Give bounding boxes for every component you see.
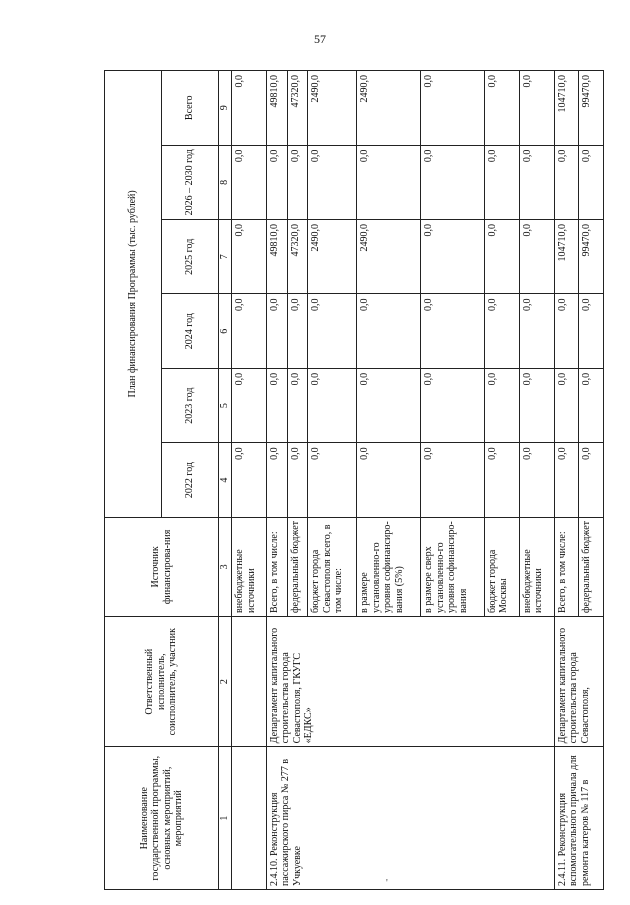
cell-source: Всего, в том числе: [554, 517, 579, 616]
cell-value: 0,0 [519, 294, 554, 368]
cell-value: 0,0 [357, 368, 421, 442]
cell-value: 0,0 [266, 145, 287, 219]
cell-source: Всего, в том числе: [266, 517, 287, 616]
index-cell: 5 [219, 368, 232, 442]
cell-value: 0,0 [554, 443, 579, 517]
cell-value: 0,0 [232, 443, 267, 517]
cell-name: 2.4.11. Реконструкция вспомогательного причала для ремонта катеров № 117 в [554, 747, 603, 890]
cell-value: 104710,0 [554, 71, 579, 146]
cell-value: 0,0 [308, 443, 357, 517]
cell-source: бюджет города Севастополя всего, в том числе: [308, 517, 357, 616]
index-cell: 4 [219, 443, 232, 517]
cell-value: 0,0 [519, 145, 554, 219]
index-cell: 9 [219, 71, 232, 146]
cell-source: внебюджетные источники [232, 517, 267, 616]
col-header-year: 2026 – 2030 год [162, 145, 219, 219]
cell-value: 0,0 [266, 294, 287, 368]
index-cell: 6 [219, 294, 232, 368]
cell-value: 0,0 [579, 443, 604, 517]
table-row [232, 71, 267, 890]
index-cell: 8 [219, 145, 232, 219]
cell-value: 0,0 [232, 145, 267, 219]
cell-value: 0,0 [484, 220, 519, 294]
cell-value: 0,0 [308, 368, 357, 442]
cell-source: в размере сверх установленно-го уровня софинансиро-вания [421, 517, 485, 616]
col-header-total: Всего [162, 71, 219, 146]
cell-value: 0,0 [519, 220, 554, 294]
cell-value: 49810,0 [266, 220, 287, 294]
table-row [266, 71, 287, 890]
footer-mark: ' [386, 878, 388, 889]
cell-source: бюджет города Москвы [484, 517, 519, 616]
col-header-year: 2024 год [162, 294, 219, 368]
cell-value: 0,0 [357, 145, 421, 219]
cell-value: 0,0 [579, 145, 604, 219]
cell-value: 0,0 [579, 368, 604, 442]
col-header-year: 2025 год [162, 220, 219, 294]
cell-value: 0,0 [519, 443, 554, 517]
cell-responsible [232, 617, 267, 747]
cell-value: 0,0 [266, 368, 287, 442]
cell-value: 0,0 [232, 71, 267, 146]
cell-value: 0,0 [308, 145, 357, 219]
index-cell: 7 [219, 220, 232, 294]
cell-value: 0,0 [554, 294, 579, 368]
cell-value: 2490,0 [357, 71, 421, 146]
cell-responsible: Департамент капитального строительства города Севастополя, ГКУГС «ЕДКС» [266, 617, 554, 747]
header-row-1 [105, 71, 162, 890]
cell-value: 47320,0 [287, 71, 308, 146]
cell-value: 0,0 [554, 145, 579, 219]
col-header-year: 2023 год [162, 368, 219, 442]
cell-value: 0,0 [232, 294, 267, 368]
cell-value: 0,0 [519, 368, 554, 442]
cell-value: 0,0 [287, 145, 308, 219]
cell-source: федеральный бюджет [287, 517, 308, 616]
cell-value: 0,0 [421, 71, 485, 146]
cell-value: 49810,0 [266, 71, 287, 146]
col-header-name: Наименование государственной программы, основных мероприятий, мероприятий [105, 747, 219, 890]
cell-name: 2.4.10. Реконструкция пассажирского пирса № 277 в Учкуевке [266, 747, 554, 890]
index-cell: 2 [219, 617, 232, 747]
cell-value: 0,0 [421, 145, 485, 219]
col-header-responsible: Ответственный исполнитель, соисполнитель, участник [105, 617, 219, 747]
cell-value: 0,0 [484, 145, 519, 219]
cell-value: 0,0 [519, 71, 554, 146]
col-header-year: 2022 год [162, 443, 219, 517]
cell-responsible: Департамент капитального строительства города Севастополя, [554, 617, 603, 747]
cell-source: в размере установленно-го уровня софинансиро-вания (5%) [357, 517, 421, 616]
cell-value: 104710,0 [554, 220, 579, 294]
index-cell: 1 [219, 747, 232, 890]
cell-value: 2490,0 [308, 220, 357, 294]
table-row [554, 71, 579, 890]
cell-source: внебюджетные источники [519, 517, 554, 616]
financing-table [104, 70, 604, 890]
cell-value: 0,0 [484, 368, 519, 442]
cell-value: 0,0 [579, 294, 604, 368]
cell-value: 0,0 [421, 443, 485, 517]
cell-value: 0,0 [308, 294, 357, 368]
cell-value: 0,0 [232, 220, 267, 294]
index-row [219, 71, 232, 890]
cell-value: 2490,0 [357, 220, 421, 294]
cell-value: 99470,0 [579, 71, 604, 146]
cell-value: 0,0 [484, 294, 519, 368]
cell-value: 0,0 [232, 368, 267, 442]
rotated-table-container [104, 70, 604, 890]
cell-value: 0,0 [421, 368, 485, 442]
cell-value: 0,0 [287, 443, 308, 517]
cell-value: 99470,0 [579, 220, 604, 294]
cell-value: 0,0 [484, 71, 519, 146]
cell-name [232, 747, 267, 890]
index-cell: 3 [219, 517, 232, 616]
cell-value: 0,0 [287, 294, 308, 368]
cell-value: 0,0 [484, 443, 519, 517]
cell-source: федеральный бюджет [579, 517, 604, 616]
cell-value: 47320,0 [287, 220, 308, 294]
col-header-plan: План финансирования Программы (тыс. рублей) [105, 71, 162, 518]
cell-value: 0,0 [287, 368, 308, 442]
cell-value: 0,0 [357, 443, 421, 517]
cell-value: 0,0 [266, 443, 287, 517]
cell-value: 0,0 [357, 294, 421, 368]
cell-value: 2490,0 [308, 71, 357, 146]
cell-value: 0,0 [421, 294, 485, 368]
cell-value: 0,0 [421, 220, 485, 294]
col-header-source: Источник финансирова-ния [105, 517, 219, 616]
cell-value: 0,0 [554, 368, 579, 442]
page-number: 57 [314, 32, 326, 46]
